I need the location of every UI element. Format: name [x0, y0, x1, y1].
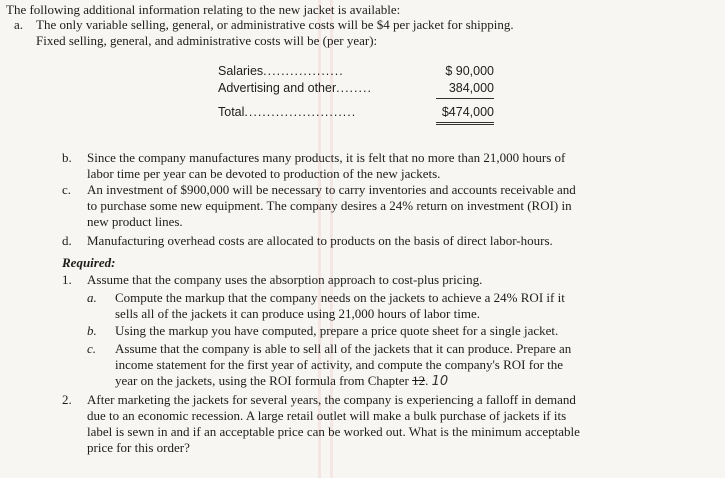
costs-row-label: Salaries..................	[218, 64, 344, 78]
handwritten-chapter-correction: 10	[431, 374, 449, 389]
struck-chapter-number: 12	[412, 373, 426, 388]
item-c-line3: new product lines.	[87, 214, 183, 229]
item-a-marker: a.	[14, 17, 24, 32]
costs-total-label: Total.........................	[218, 105, 357, 119]
req1c-marker: c.	[87, 341, 97, 356]
item-b-marker: b.	[62, 150, 72, 165]
req1a-marker: a.	[87, 290, 97, 305]
item-d-marker: d.	[62, 233, 72, 248]
req1c-line2: income statement for the first year of activity, and compute the company's ROI for the	[115, 357, 564, 372]
item-d-line1: Manufacturing overhead costs are allocated to products on the basis of direct labor-hours.	[87, 233, 553, 248]
req1b-line1: Using the markup you have computed, prepare a price quote sheet for a single jacket.	[115, 323, 559, 338]
req1b-marker: b.	[87, 323, 97, 338]
req1c-line3: year on the jackets, using the ROI formula from Chapter 12. 10	[115, 373, 449, 389]
costs-row-label: Advertising and other........	[218, 81, 372, 95]
item-b-line1: Since the company manufactures many products, it is felt that no more than 21,000 hours of	[87, 150, 566, 165]
costs-row-amount: $ 90,000	[445, 64, 494, 78]
req1a-line2: sells all of the jackets it can produce using 21,000 hours of labor time.	[115, 306, 480, 321]
required-heading: Required:	[62, 255, 116, 270]
item-b-line2: labor time per year can be devoted to production of the new jackets.	[87, 166, 441, 181]
item-a-line1: The only variable selling, general, or administrative costs will be $4 per jacket for shipping.	[36, 17, 514, 32]
costs-total-amount: $474,000	[441, 105, 494, 119]
req2-line3: label is sewn in and if an acceptable price can be worked out. What is the minimum acceptable	[87, 424, 580, 439]
item-c-line1: An investment of $900,000 will be necessary to carry inventories and accounts receivable and	[87, 182, 576, 197]
req1c-line1: Assume that the company is able to sell all of the jackets that it can produce. Prepare an	[115, 341, 572, 356]
intro-text: The following additional information relating to the new jacket is available:	[6, 2, 401, 17]
total-double-rule	[436, 124, 494, 125]
costs-row-amount: 384,000	[448, 81, 494, 95]
req2-line4: price for this order?	[87, 440, 190, 455]
req2-line2: due to an economic recession. A large retail outlet will make a bulk purchase of jackets if its	[87, 408, 567, 423]
req1-line1: Assume that the company uses the absorption approach to cost-plus pricing.	[87, 272, 483, 287]
item-a-line2: Fixed selling, general, and administrative costs will be (per year):	[36, 33, 378, 48]
item-c-marker: c.	[62, 182, 72, 197]
total-double-rule	[436, 122, 494, 123]
req2-marker: 2.	[62, 392, 72, 407]
req1a-line1: Compute the markup that the company needs on the jackets to achieve a 24% ROI if it	[115, 290, 565, 305]
subtotal-rule	[436, 98, 494, 99]
req2-line1: After marketing the jackets for several years, the company is experiencing a falloff in demand	[87, 392, 576, 407]
req1-marker: 1.	[62, 272, 72, 287]
item-c-line2: to purchase some new equipment. The company desires a 24% return on investment (ROI) in	[87, 198, 572, 213]
